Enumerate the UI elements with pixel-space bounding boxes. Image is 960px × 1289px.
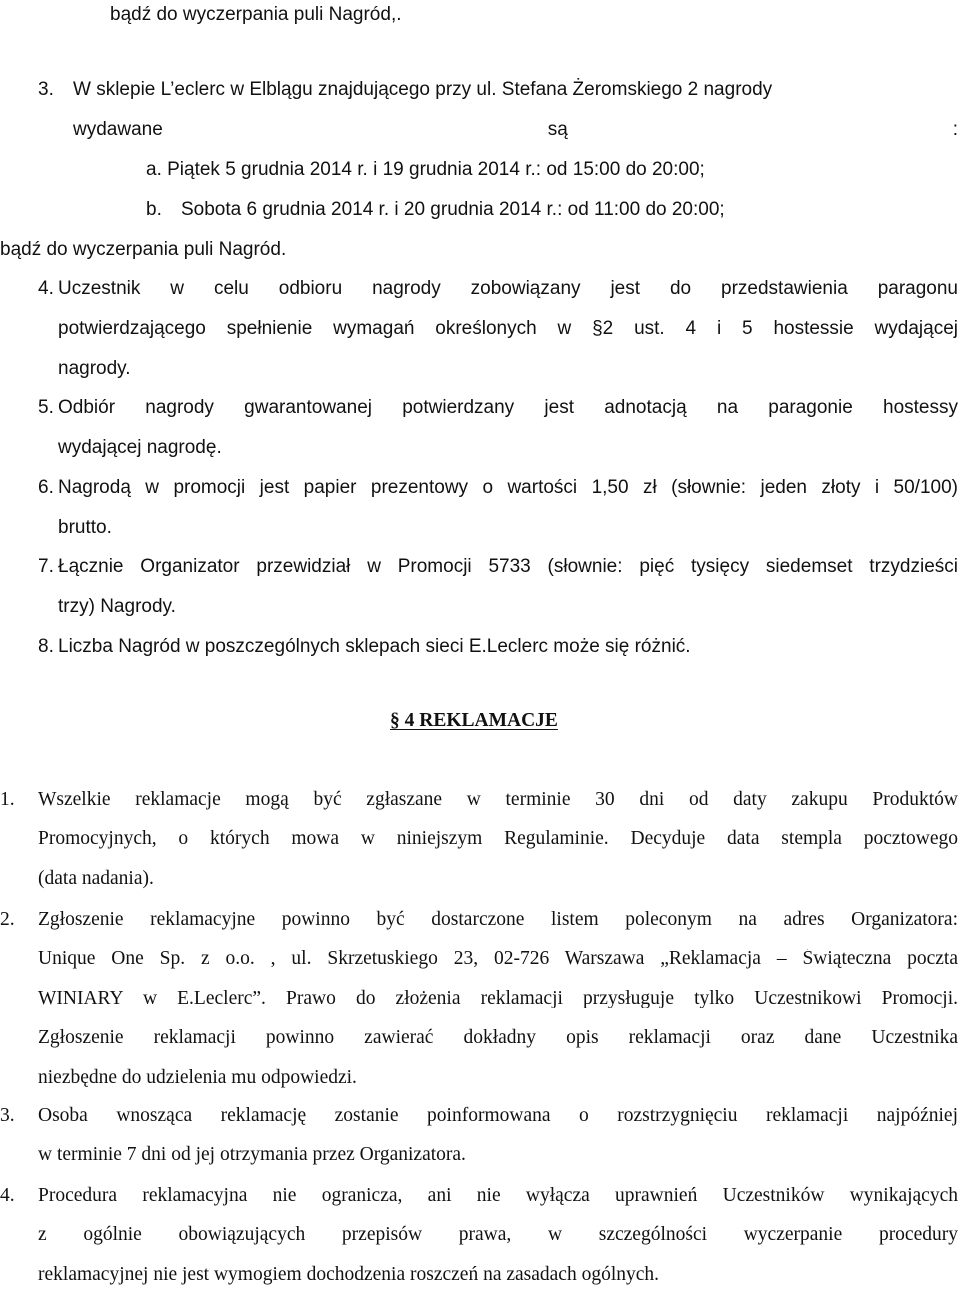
item-3-text: W sklepie L’eclerc w Elblągu znajdującego przy ul. Stefana Żeromskiego 2 nagrody: [73, 79, 773, 100]
item-text-line: trzy) Nagrody.: [58, 596, 176, 617]
item-3-colon: :: [952, 119, 958, 140]
item-text-line: reklamacyjnej nie jest wymogiem dochodzenia roszczeń na zasadach ogólnych.: [38, 1263, 660, 1285]
item-text-line: brutto.: [58, 517, 112, 538]
section-heading: § 4 REKLAMACJE: [390, 710, 558, 731]
item-text-line: Promocyjnych, o których mowa w niniejszym Regulaminie. Decyduje data stempla pocztowego: [38, 829, 958, 849]
item-text-line: nagrody.: [58, 358, 131, 379]
prev-section-end: bądź do wyczerpania puli Nagród,.: [110, 4, 402, 25]
item-text-line: z ogólnie obowiązujących przepisów prawa, w szczególności wyczerpanie procedury: [38, 1225, 958, 1245]
item-3-line-2: [73, 120, 958, 139]
item-text-line: w terminie 7 dni od jej otrzymania przez Organizatora.: [38, 1144, 466, 1166]
item-text-line: potwierdzającego spełnienie wymagań określonych w §2 ust. 4 i 5 hostessie wydającej: [58, 319, 958, 338]
item-number: 7.: [38, 556, 54, 577]
item-text-line: Unique One Sp. z o.o. , ul. Skrzetuskiego 23, 02-726 Warszawa „Reklamacja – Świąteczna poczta: [38, 949, 958, 969]
item-number: 8.: [38, 636, 54, 657]
item-text-line: Łącznie Organizator przewidział w Promocji 5733 (słownie: pięć tysięcy siedemset trzydzieści: [58, 557, 958, 576]
item-text-line: Wszelkie reklamacje mogą być zgłaszane w terminie 30 dni od daty zakupu Produktów: [38, 790, 958, 810]
item-text-line: niezbędne do udzielenia mu odpowiedzi.: [38, 1066, 357, 1088]
item-3-word: są: [547, 119, 568, 140]
item-text-line: Liczba Nagród w poszczególnych sklepach sieci E.Leclerc może się różnić.: [58, 636, 691, 657]
item-number: 6.: [38, 477, 54, 498]
item-text-line: wydającej nagrodę.: [58, 437, 222, 458]
item-number: 1.: [0, 789, 15, 810]
sub-items-end: bądź do wyczerpania puli Nagród.: [0, 239, 287, 260]
item-text-line: WINIARY w E.Leclerc”. Prawo do złożenia reklamacji przysługuje tylko Uczestnikowi Promocji.: [38, 988, 958, 1009]
sub-item-b: Sobota 6 grudnia 2014 r. i 20 grudnia 2014 r.: od 11:00 do 20:00;: [181, 199, 725, 220]
item-number: 4.: [0, 1185, 15, 1206]
item-text-line: (data nadania).: [38, 867, 154, 889]
item-text-line: Osoba wnosząca reklamację zostanie poinformowana o rozstrzygnięciu reklamacji najpóźniej: [38, 1106, 958, 1126]
item-text-line: Uczestnik w celu odbioru nagrody zobowiązany jest do przedstawienia paragonu: [58, 279, 958, 298]
item-number: 3.: [0, 1105, 15, 1126]
item-3-line-1: [73, 80, 958, 99]
item-number: 5.: [38, 397, 54, 418]
item-number: 2.: [0, 909, 15, 930]
sub-item-a: a. Piątek 5 grudnia 2014 r. i 19 grudnia 2014 r.: od 15:00 do 20:00;: [146, 159, 705, 180]
item-number: 3.: [38, 79, 54, 100]
item-text-line: Procedura reklamacyjna nie ogranicza, ani nie wyłącza uprawnień Uczestników wynikających: [38, 1186, 958, 1206]
item-text-line: Zgłoszenie reklamacyjne powinno być dostarczone listem poleconym na adres Organizatora:: [38, 910, 958, 930]
item-number: 4.: [38, 278, 54, 299]
item-text-line: Odbiór nagrody gwarantowanej potwierdzany jest adnotacją na paragonie hostessy: [58, 398, 958, 417]
sub-item-b-label: b.: [146, 199, 162, 220]
item-text-line: Nagrodą w promocji jest papier prezentowy o wartości 1,50 zł (słownie: jeden złoty i 50/100): [58, 478, 958, 497]
item-text-line: Zgłoszenie reklamacji powinno zawierać dokładny opis reklamacji oraz dane Uczestnika: [38, 1028, 958, 1048]
item-3-word: wydawane: [73, 119, 163, 140]
